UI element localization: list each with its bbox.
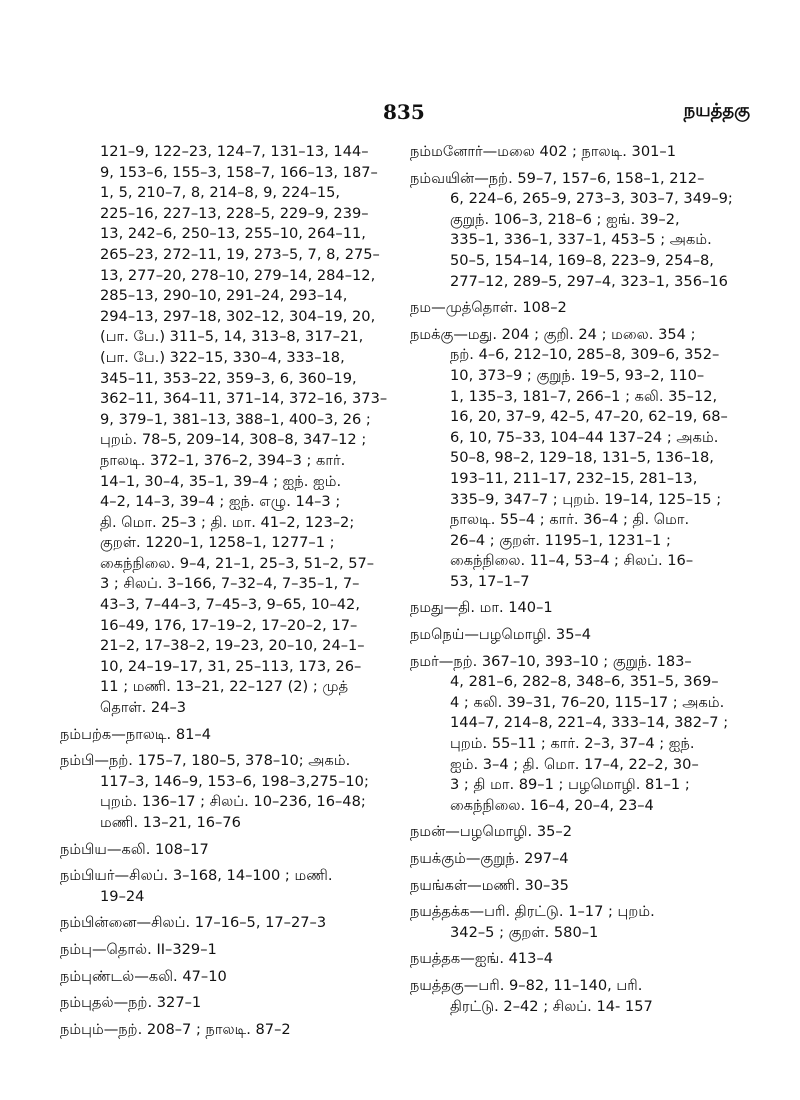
index-entry (60, 913, 382, 934)
entry-line: 335–9, 347–7 ; புறம். 19–14, 125–15 ; (450, 490, 722, 508)
entry-line: புறம். 136–17 ; சிலப். 10–236, 16–48; (100, 793, 366, 811)
entry-line: 144–7, 214–8, 221–4, 333–14, 382–7 ; (450, 714, 729, 732)
entry-headword-line: நயங்கள்—மணி. 30–35 (410, 876, 569, 894)
index-entry (410, 949, 750, 970)
entry-line: 335–1, 336–1, 337–1, 453–5 ; அகம். (450, 231, 712, 249)
entry-line: குறள். 1220–1, 1258–1, 1277–1 ; (100, 534, 335, 552)
index-entry (60, 940, 382, 961)
entry-line: 117–3, 146–9, 153–6, 198–3,275–10; (100, 772, 369, 790)
entry-headword-line: நம்பு—தொல். II–329–1 (60, 940, 217, 958)
index-entry (410, 976, 750, 1017)
entry-headword-line: நயக்கும்—குறுந். 297–4 (410, 850, 569, 867)
entry-headword-line: நம்பிய—கலி. 108–17 (60, 840, 209, 858)
entry-line: 294–13, 297–18, 302–12, 304–19, 20, (100, 307, 376, 325)
entry-line: மணி. 13–21, 16–76 (100, 814, 241, 831)
entry-line: 50–5, 154–14, 169–8, 223–9, 254–8, (450, 251, 714, 269)
continuation-entry (60, 142, 388, 719)
entry-line: (பா. பே.) 311–5, 14, 313–8, 317–21, (100, 328, 364, 346)
entry-line: கைந்நிலை. 11–4, 53–4 ; சிலப். 16– (450, 552, 694, 570)
entry-line: 11 ; மணி. 13–21, 22–127 (2) ; முத் (100, 678, 349, 696)
index-entry (60, 840, 382, 861)
entry-line: 4–2, 14–3, 39–4 ; ஐந். எழு. 14–3 ; (100, 493, 341, 511)
index-entry (60, 1020, 382, 1041)
entry-headword-line: நம்புதல்—நற். 327–1 (60, 994, 202, 1012)
entry-line: 1, 5, 210–7, 8, 214–8, 9, 224–15, (100, 184, 341, 202)
entry-line: ஐம். 3–4 ; தி. மொ. 17–4, 22–2, 30– (450, 755, 699, 773)
entry-line: 6, 224–6, 265–9, 273–3, 303–7, 349–9; (450, 190, 733, 208)
right-column (410, 142, 750, 1023)
left-column (60, 142, 388, 1046)
index-entry (60, 751, 382, 833)
entry-line: நாலடி. 55–4 ; கார். 36–4 ; தி. மொ. (450, 511, 690, 529)
entry-line: 193–11, 211–17, 232–15, 281–13, (450, 469, 698, 487)
entry-line: 3 ; தி மா. 89–1 ; பழமொழி. 81–1 ; (450, 776, 690, 794)
index-entry (410, 142, 750, 163)
entry-line: கைந்நிலை. 16–4, 20–4, 23–4 (450, 796, 654, 814)
entry-line: தொள். 24–3 (100, 699, 187, 717)
entry-line: 9, 379–1, 381–13, 388–1, 400–3, 26 ; (100, 410, 371, 428)
entry-line: குறுந். 106–3, 218–6 ; ஐங். 39–2, (450, 210, 680, 228)
entry-line: 53, 17–1–7 (450, 572, 530, 590)
entry-line: 9, 153–6, 155–3, 158–7, 166–13, 187– (100, 163, 378, 181)
entry-line: (பா. பே.) 322–15, 330–4, 333–18, (100, 348, 345, 366)
entry-line: 13, 242–6, 250–13, 255–10, 264–11, (100, 225, 366, 243)
entry-line: 362–11, 364–11, 371–14, 372–16, 373– (100, 390, 388, 408)
entry-line: 6, 10, 75–33, 104–44 137–24 ; அகம். (450, 428, 719, 446)
index-entry (410, 625, 750, 646)
page-number: 835 (383, 100, 425, 124)
entry-line: 225–16, 227–13, 228–5, 229–9, 239– (100, 204, 369, 222)
entry-line: 26–4 ; குறள். 1195–1, 1231–1 ; (450, 531, 671, 549)
entry-line: 1, 135–3, 181–7, 266–1 ; கலி. 35–12, (450, 387, 718, 405)
entry-line: 13, 277–20, 278–10, 279–14, 284–12, (100, 266, 376, 284)
entry-line: 345–11, 353–22, 359–3, 6, 360–19, (100, 369, 357, 387)
entry-headword-line: நம்புண்டல்—கலி. 47–10 (60, 967, 227, 985)
index-entry (60, 725, 382, 746)
index-entry (410, 598, 750, 619)
entry-line: திரட்டு. 2–42 ; சிலப். 14- 157 (450, 997, 653, 1015)
entry-line: 277–12, 289–5, 297–4, 323–1, 356–16 (450, 272, 728, 290)
entry-headword-line: நயத்தக—ஐங். 413–4 (410, 950, 554, 968)
entry-headword-line: நம்பியர்—சிலப். 3–168, 14–100 ; மணி. (60, 867, 333, 885)
entry-line: 14–1, 30–4, 35–1, 39–4 ; ஐந். ஐம். (100, 472, 342, 490)
entry-line: 4, 281–6, 282–8, 348–6, 351–5, 369– (450, 673, 719, 691)
left-entries (60, 725, 382, 1041)
entry-headword-line: நம்பும்—நற். 208–7 ; நாலடி. 87–2 (60, 1020, 291, 1038)
entry-headword-line: நமக்கு—மது. 204 ; குறி. 24 ; மலை. 354 ; (410, 325, 696, 343)
entry-headword-line: நமது—தி. மா. 140–1 (410, 599, 553, 617)
index-entry (410, 169, 750, 293)
running-head: நயத்தகு (683, 100, 750, 121)
entry-headword-line: நமர்—நற். 367–10, 393–10 ; குறுந். 183– (410, 652, 692, 670)
entry-headword-line: நயத்தக்க—பரி. திரட்டு. 1–17 ; புறம். (410, 903, 655, 921)
entry-line: 50–8, 98–2, 129–18, 131–5, 136–18, (450, 449, 714, 467)
entry-headword-line: நம்பின்னை—சிலப். 17–16–5, 17–27–3 (60, 914, 327, 932)
entry-line: நற். 4–6, 212–10, 285–8, 309–6, 352– (450, 346, 720, 364)
entry-headword-line: நம்வயின்—நற். 59–7, 157–6, 158–1, 212– (410, 169, 705, 187)
entry-line: 21–2, 17–38–2, 19–23, 20–10, 24–1– (100, 637, 365, 655)
entry-line: 285–13, 290–10, 291–24, 293–14, (100, 287, 348, 305)
index-entry (410, 822, 750, 843)
entry-headword-line: நம்பற்க—நாலடி. 81–4 (60, 725, 211, 743)
entry-line: நாலடி. 372–1, 376–2, 394–3 ; கார். (100, 451, 346, 469)
entry-line: புறம். 78–5, 209–14, 308–8, 347–12 ; (100, 431, 367, 449)
entry-line: 16, 20, 37–9, 42–5, 47–20, 62–19, 68– (450, 408, 728, 426)
entry-headword-line: நமன்—பழமொழி. 35–2 (410, 823, 572, 841)
entry-line: 342–5 ; குறள். 580–1 (450, 923, 599, 941)
index-entry (60, 967, 382, 988)
entry-line: 3 ; சிலப். 3–166, 7–32–4, 7–35–1, 7– (100, 575, 360, 593)
index-entry (410, 325, 750, 593)
entry-line: 265–23, 272–11, 19, 273–5, 7, 8, 275– (100, 245, 380, 263)
entry-line: தி. மொ. 25–3 ; தி. மா. 41–2, 123–2; (100, 513, 355, 531)
page-header (0, 100, 800, 130)
entry-headword-line: நமநெய்—பழமொழி. 35–4 (410, 626, 592, 644)
entry-line: கைந்நிலை. 9–4, 21–1, 25–3, 51–2, 57– (100, 554, 375, 572)
entry-line: 19–24 (100, 887, 145, 905)
entry-line: 121–9, 122–23, 124–7, 131–13, 144– (100, 143, 369, 160)
index-entry (60, 993, 382, 1014)
index-entry (410, 902, 750, 943)
index-entry (410, 876, 750, 897)
entry-line: 10, 373–9 ; குறுந். 19–5, 93–2, 110– (450, 366, 705, 384)
entry-line: 43–3, 7–44–3, 7–45–3, 9–65, 10–42, (100, 596, 360, 614)
entry-line: 16–49, 176, 17–19–2, 17–20–2, 17– (100, 616, 358, 634)
entry-headword-line: நம்மனோர்—மலை 402 ; நாலடி. 301–1 (410, 143, 676, 160)
entry-headword-line: நம்பி—நற். 175–7, 180–5, 378–10; அகம். (60, 752, 351, 770)
index-entry (60, 866, 382, 907)
right-entries (410, 142, 750, 1017)
entry-headword-line: நயத்தகு—பரி. 9–82, 11–140, பரி. (410, 976, 643, 994)
entry-line: 4 ; கலி. 39–31, 76–20, 115–17 ; அகம். (450, 693, 725, 711)
entry-line: 10, 24–19–17, 31, 25–113, 173, 26– (100, 657, 362, 675)
entry-line: புறம். 55–11 ; கார். 2–3, 37–4 ; ஐந். (450, 735, 695, 753)
index-entry (410, 652, 750, 817)
index-entry (410, 849, 750, 870)
entry-headword-line: நம—முத்தொள். 108–2 (410, 299, 567, 317)
index-entry (410, 298, 750, 319)
